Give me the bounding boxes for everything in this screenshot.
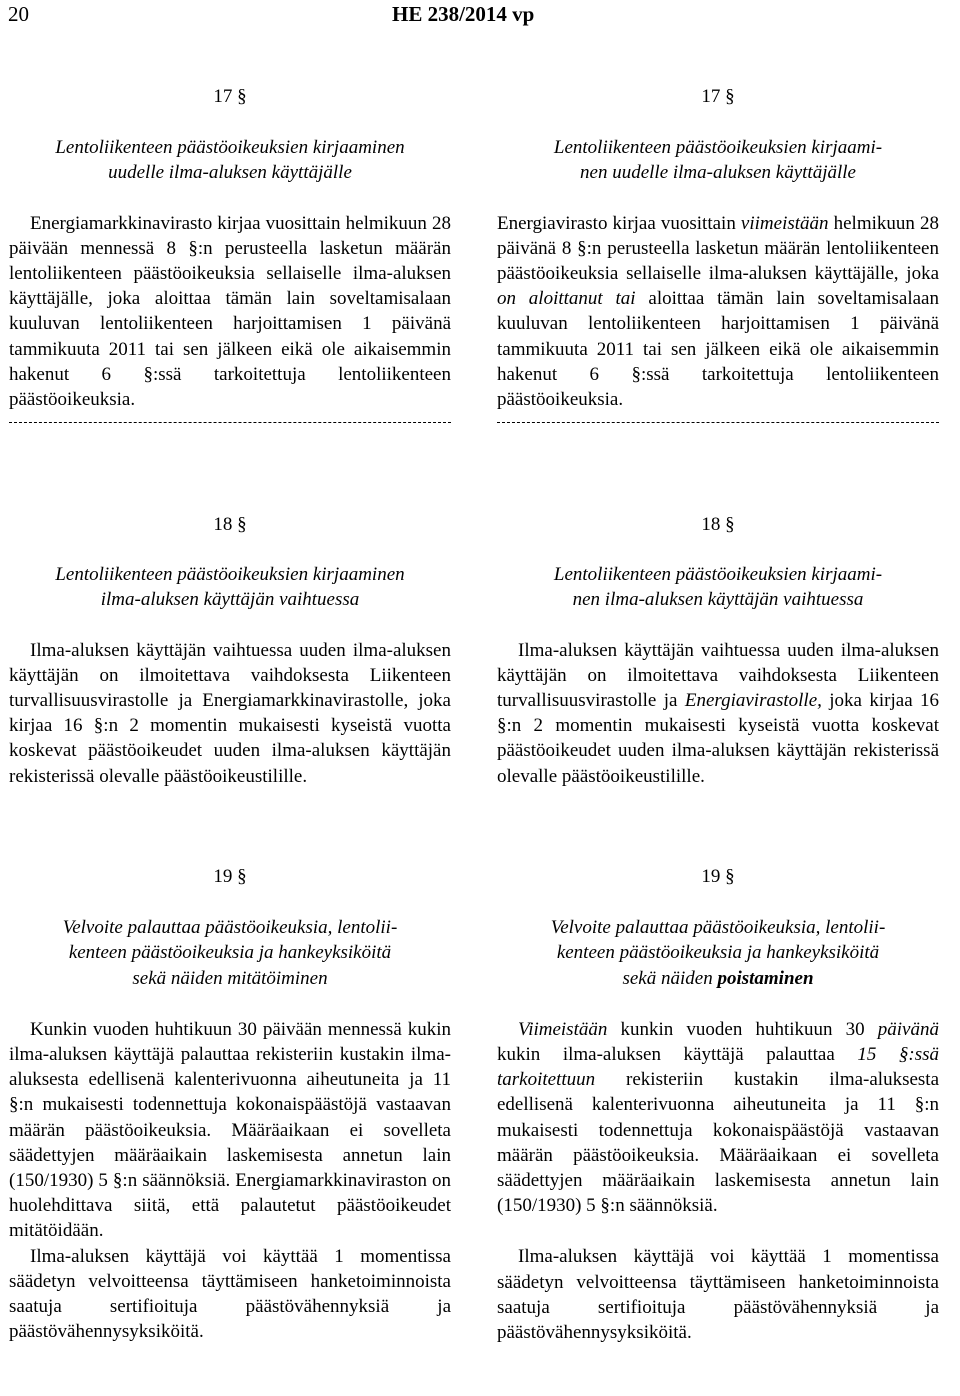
dashed-divider	[497, 422, 939, 424]
text-run: Ilma-aluksen käyttäjän vaihtuessa uuden ilma-aluksen käyttäjän on ilmoitettava vaihdoksesta Liikenteen turvallisuusvirastolle ja	[497, 639, 939, 712]
right-section-19	[497, 864, 939, 1345]
amended-text: on aloittanut tai	[497, 288, 636, 310]
section-title-line: Lentoliikenteen päästöoikeuksien kirjaami-	[553, 564, 883, 586]
section-title-line: Velvoite palauttaa päästöoikeuksia, lentolii-	[550, 917, 886, 939]
document-code: HE 238/2014 vp	[392, 2, 535, 26]
amended-text-bold: poistaminen	[717, 967, 814, 989]
left-section-17	[9, 84, 451, 424]
section-title-line: Lentoliikenteen päästöoikeuksien kirjaaminen	[55, 137, 405, 159]
text-run: kunkin vuoden huhtikuun 30	[607, 1018, 878, 1040]
section-number: 17 §	[213, 86, 247, 107]
section-title-line: nen uudelle ilma-aluksen käyttäjälle	[580, 162, 856, 184]
text-run: joka kirjaa 16 §:n 2 momentin mukaisesti kyseistä vuotta koskevat päästöoikeudet uuden ilma-aluksen käyttäjän rekisterissä olevalle päästöoikeustilille.	[497, 690, 940, 787]
text-run: Energiavirasto kirjaa vuosittain	[497, 212, 741, 234]
page-number: 20	[8, 2, 29, 26]
section-number: 18 §	[701, 514, 735, 535]
left-section-19	[9, 864, 451, 1344]
section-paragraph	[497, 211, 939, 413]
section-title-line: uudelle ilma-aluksen käyttäjälle	[108, 162, 352, 184]
right-section-17	[497, 84, 939, 424]
amended-text: Energiavirastolle,	[684, 690, 822, 712]
section-title-line	[497, 966, 939, 991]
section-paragraph	[497, 1017, 939, 1219]
amended-text: Viimeistään	[518, 1018, 608, 1040]
section-paragraph: Ilma-aluksen käyttäjän vaihtuessa uuden ilma-aluksen käyttäjän on ilmoitettava vaihdoksesta Liikenteen turvallisuusvirastolle ja Energiamarkkinavirastolle, joka kirjaa 16 §:n 2 momentin mukaisesti kyseistä vuotta koskevat päästöoikeudet uuden ilma-aluksen käyttäjän rekisterissä olevalle päästöoikeustilille.	[9, 639, 451, 787]
section-number: 19 §	[701, 866, 735, 887]
left-section-18	[9, 512, 451, 789]
section-title-line: nen ilma-aluksen käyttäjän vaihtuessa	[572, 589, 864, 611]
section-title-line: kenteen päästöoikeuksia ja hankeyksiköitä	[68, 942, 392, 964]
text-run: helmikuun 28 päivänä 8 §:n perusteella lasketun määrän lentoliikenteen päästöoikeuksia sellaiselle ilma-aluksen käyttäjälle, joka	[497, 212, 939, 285]
text-run: rekisteriin kustakin ilma-aluksesta edellisenä kalenterivuonna aiheutuneita ja 11 §:n mukaisesti todennettuja kokonaispäästöjä vastaavan määrän päästöoikeuksia. Määräaikaan ei sovelleta säädettyjen määräaikain laskemisesta annetun lain (150/1930) 5 §:n säännöksiä.	[497, 1069, 939, 1217]
section-paragraph: Ilma-aluksen käyttäjä voi käyttää 1 momentissa säädetyn velvoitteensa täyttämiseen hanketoiminnoista saatuja sertifioituja päästövähennyksiä ja päästövähennysyksiköitä.	[9, 1245, 451, 1343]
section-paragraph	[497, 638, 939, 789]
section-title-line: ilma-aluksen käyttäjän vaihtuessa	[100, 589, 360, 611]
section-number: 18 §	[213, 514, 247, 535]
amended-text: 15 §:ssä tarkoitettuun	[497, 1044, 939, 1091]
section-title-line: Lentoliikenteen päästöoikeuksien kirjaaminen	[55, 564, 405, 586]
section-title-line: kenteen päästöoikeuksia ja hankeyksiköitä	[556, 942, 880, 964]
section-paragraph: Ilma-aluksen käyttäjä voi käyttää 1 momentissa säädetyn velvoitteensa täyttämiseen hanketoiminnoista saatuja sertifioituja päästövähennyksiä ja päästövähennysyksiköitä.	[497, 1246, 939, 1344]
amended-text: päivänä	[877, 1018, 939, 1040]
amended-text: viimeistään	[740, 212, 829, 234]
section-title-line: Velvoite palauttaa päästöoikeuksia, lentolii-	[62, 917, 398, 939]
section-title-line: sekä näiden mitätöiminen	[132, 967, 328, 989]
dashed-divider	[9, 422, 451, 424]
section-number: 17 §	[701, 86, 735, 107]
text-run: sekä näiden	[622, 967, 718, 989]
section-paragraph: Energiamarkkinavirasto kirjaa vuosittain helmikuun 28 päivään mennessä 8 §:n perusteella lasketun määrän lentoliikenteen päästöoikeuksia sellaiselle ilma-aluksen käyttäjälle, joka aloittaa tämän lain soveltamisalaan kuuluvan lentoliikenteen harjoittamisen 1 päivänä tammikuuta 2011 tai sen jälkeen eikä ole aikaisemmin hakenut 6 §:ssä tarkoitettuja lentoliikenteen päästöoikeuksia.	[9, 212, 451, 411]
text-run: kukin ilma-aluksen käyttäjä palauttaa	[497, 1044, 858, 1066]
text-run: aloittaa tämän lain soveltamisalaan kuuluvan lentoliikenteen harjoittamisen 1 päivänä tammikuuta 2011 tai sen jälkeen eikä ole aikaisemmin hakenut 6 §:ssä tarkoitettuja lentoliikenteen päästöoikeuksia.	[497, 288, 939, 411]
section-number: 19 §	[213, 866, 247, 887]
section-title-line: Lentoliikenteen päästöoikeuksien kirjaami-	[553, 137, 883, 159]
section-paragraph: Kunkin vuoden huhtikuun 30 päivään mennessä kukin ilma-aluksen käyttäjä palauttaa rekisteriin kustakin ilma-aluksesta edellisenä kalenterivuonna aiheutuneita ja 11 §:n mukaisesti todennettuja kokonaispäästöjä vastaavan määrän päästöoikeuksia. Määräaikaan ei sovelleta säädettyjen määräaikain laskemisesta annetun lain (150/1930) 5 §:n säännöksiä. Energiamarkkinaviraston on huolehdittava siitä, että palautetut päästöoikeudet mitätöidään.	[9, 1018, 451, 1242]
right-section-18	[497, 512, 939, 789]
page-header	[0, 0, 960, 40]
